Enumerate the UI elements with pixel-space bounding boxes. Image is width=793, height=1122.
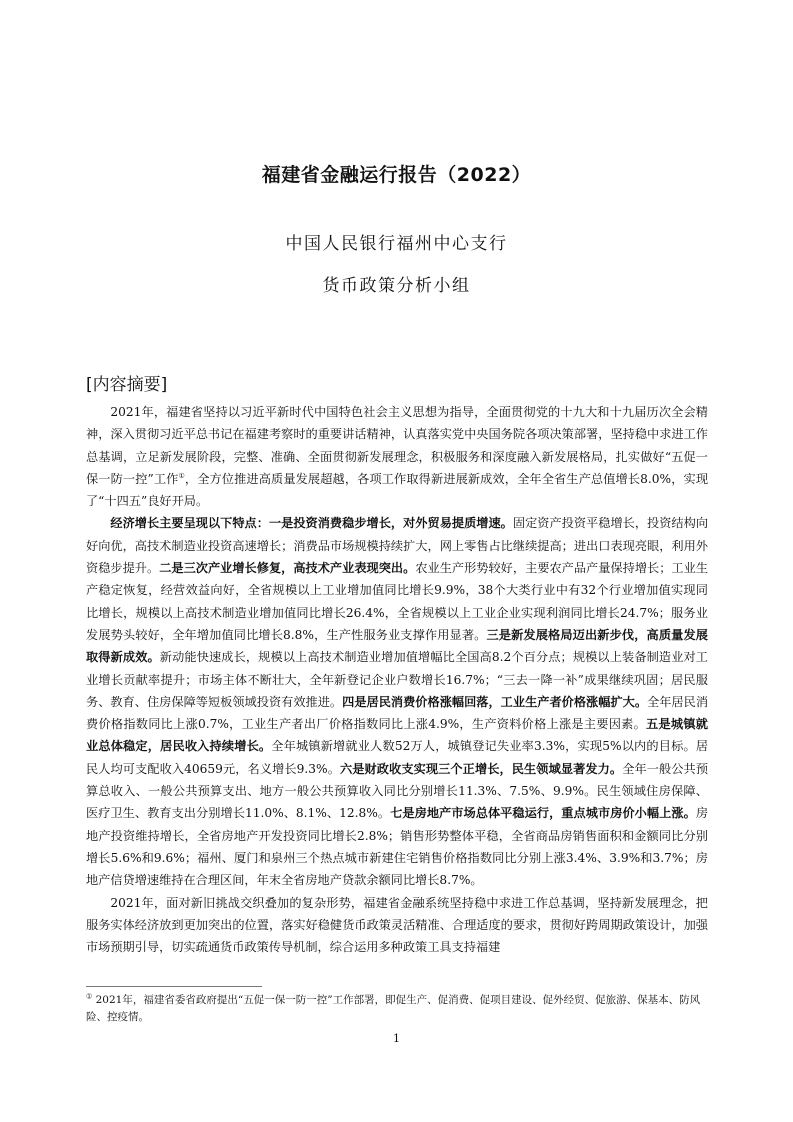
paragraph-economic-features bbox=[86, 512, 708, 891]
paragraph-text: ，全方位推进高质量发展超越，各项工作取得新进展新成效，全年全省生产总值增长8.0%，实现了“十四五”良好开局。 bbox=[86, 471, 709, 509]
footnote-ref[interactable]: ① bbox=[178, 471, 185, 480]
page-number: 1 bbox=[393, 1032, 400, 1045]
author-organization: 中国人民银行福州中心支行 bbox=[285, 234, 508, 254]
bold-point-5: 五是城镇就业总体稳定，居民收入持续增长。 bbox=[86, 717, 708, 754]
point-7-text: 房地产投资维持增长，全省房地产开发投资同比增长2.8%；销售形势整体平稳，全省商品房销售面积和金额同比分别增长5.6%和9.6%；福州、厦门和泉州三个热点城市新建住宅销售价格指数同比分别上涨3.4%、3.9%和3.7%；房地产信贷增速维持在合理区间，年末全省房地产贷款余额同比增长8.7%。 bbox=[86, 806, 708, 888]
point-6-text: 全年一般公共预算总收入、一般公共预算支出、地方一般公共预算收入同比分别增长11.3%、7.5%、9.9%。民生领域住房保障、医疗卫生、教育支出分别增长11.0%、8.1%、12.8%。 bbox=[86, 761, 709, 821]
bold-point-2: 二是三次产业增长修复，高技术产业表现突出。 bbox=[159, 561, 416, 576]
point-4-text: 全年居民消费价格指数同比上涨0.7%，工业生产者出厂价格指数同比上涨4.9%，生产资料价格上涨是主要因素。 bbox=[86, 694, 709, 732]
footnote bbox=[86, 992, 708, 1026]
paragraph-text: 2021年，福建省坚持以习近平新时代中国特色社会主义思想为指导，全面贯彻党的十九大和十九届历次全会精神，深入贯彻习近平总书记在福建考察时的重要讲话精神，认真落实党中央国务院各项决策部署，坚持稳中求进工作总基调，立足新发展阶段，完整、准确、全面贯彻新发展理念，积极服务和深度融入新发展格局，扎实做好“五促一保一防一控”工作 bbox=[86, 405, 708, 486]
footnote-text: 2021年，福建省委省政府提出“五促一保一防一控”工作部署，即促生产、促消费、促项目建设、促外经贸、促旅游、保基本、防风险、控疫情。 bbox=[86, 994, 701, 1023]
bold-point-3: 三是新发展格局迈出新步伐，高质量发展取得新成效。 bbox=[86, 627, 708, 665]
bold-point-7: 七是房地产市场总体平稳运行，重点城市房价小幅上涨。 bbox=[390, 806, 696, 821]
footnote-divider bbox=[86, 986, 262, 987]
point-2-text: 农业生产形势较好，主要农产品产量保持增长；工业生产稳定恢复，经营效益向好，全省规模以上工业增加值同比增长9.9%，38个大类行业中有32个行业增加值实现同比增长，规模以上高技术制造业增加值同比增长26.4%，全省规模以上工业企业实现利润同比增长24.7%；服务业发展势头较好，全年增加值同比增长8.8%，生产性服务业支撑作用显著。 bbox=[86, 561, 709, 642]
point-1-text: 固定资产投资平稳增长，投资结构向好向优，高技术制造业投资高速增长；消费品市场规模持续扩大，网上零售占比继续提高；进出口表现亮眼，利用外资稳步提升。 bbox=[86, 516, 709, 576]
point-5-text: 全年城镇新增就业人数52万人，城镇登记失业率3.3%，实现5%以内的目标。居民人均可支配收入40659元，名义增长9.3%。 bbox=[86, 739, 709, 776]
paragraph-overview bbox=[86, 401, 708, 512]
bold-point-4: 四是居民消费价格涨幅回落，工业生产者价格涨幅扩大。 bbox=[342, 694, 648, 709]
paragraph-financial-system: 2021年，面对新旧挑战交织叠加的复杂形势，福建省金融系统坚持稳中求进工作总基调，坚持新发展理念，把服务实体经济放到更加突出的位置，落实好稳健货币政策灵活精准、合理适度的要求，贯彻好跨周期政策设计，加强市场预期引导，切实疏通货币政策传导机制，综合运用多种政策工具支持福建 bbox=[86, 895, 708, 955]
section-heading-abstract: [内容摘要] bbox=[86, 375, 168, 395]
bold-point-6: 六是财政收支实现三个正增长，民生领域显著发力。 bbox=[339, 761, 623, 776]
point-3-text: 新动能快速成长，规模以上高技术制造业增加值增幅比全国高8.2个百分点；规模以上装备制造业对工业增长贡献率提升；市场主体不断壮大，全年新登记企业户数增长16.7%；“三去一降一补”成果继续巩固；居民服务、教育、住房保障等短板领域投资有效推进。 bbox=[86, 650, 708, 709]
footnote-marker: ① bbox=[86, 992, 93, 1001]
author-group: 货币政策分析小组 bbox=[322, 276, 471, 296]
abstract-body bbox=[86, 401, 708, 958]
bold-point-1: 经济增长主要呈现以下特点：一是投资消费稳步增长，对外贸易提质增速。 bbox=[110, 516, 513, 531]
report-title: 福建省金融运行报告（2022） bbox=[261, 164, 532, 186]
